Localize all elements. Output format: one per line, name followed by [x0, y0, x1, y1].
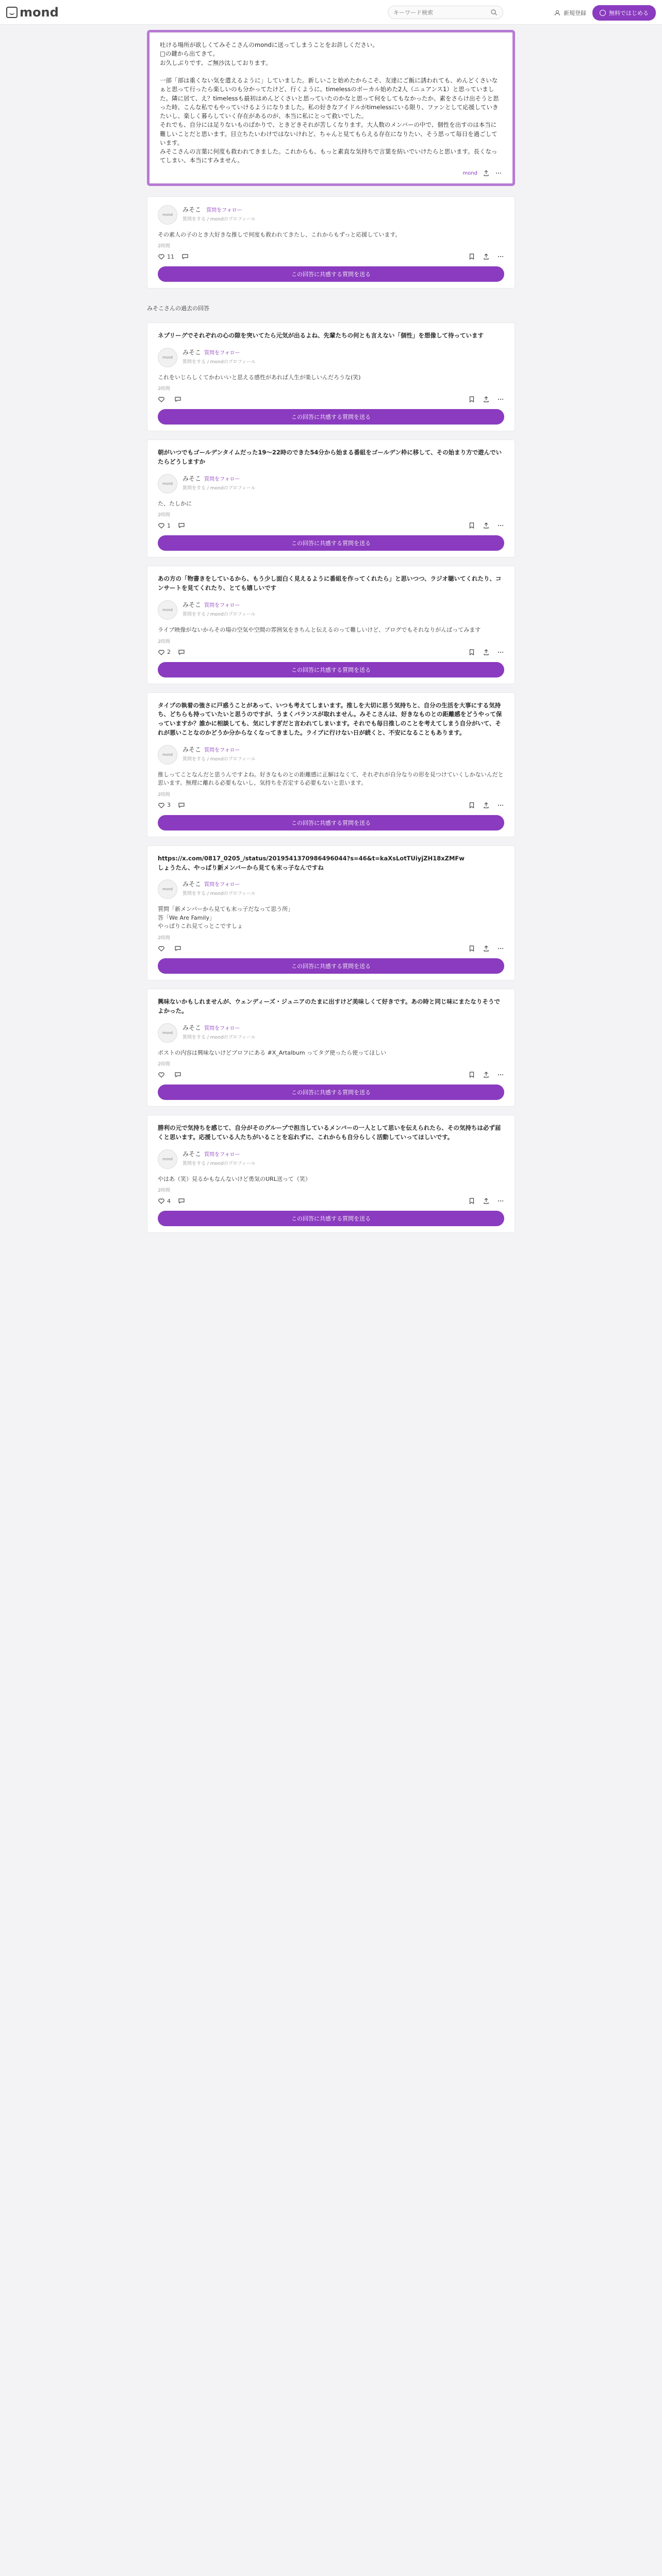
more-icon[interactable] — [497, 396, 504, 403]
author-stats: 質問をする / mondのプロフィール — [183, 485, 256, 491]
login-button[interactable] — [592, 5, 656, 21]
signup-link[interactable] — [554, 9, 586, 17]
section-title: みそこさんの過去の回答 — [147, 305, 209, 312]
comment-icon — [174, 396, 181, 403]
answer-timestamp: 2時間 — [158, 935, 170, 941]
more-icon[interactable] — [497, 1197, 504, 1205]
author-stats: 質問をする / mondのプロフィール — [183, 359, 256, 365]
comment-button[interactable] — [178, 522, 185, 529]
comment-icon — [178, 802, 185, 809]
answer-text: 推しってことなんだと思うんですよね。好きなものとの距離感に正解はなくて、それぞれが自分なりの形を見つけていくしかないんだと思います。無理に離れる必要もないし、気持ちを否定する必要もないと思います。 — [158, 771, 504, 787]
answer-author — [158, 1149, 504, 1169]
author-name[interactable]: みそこ — [183, 745, 202, 753]
bookmark-icon[interactable] — [468, 945, 475, 952]
author-name[interactable]: みそこ — [183, 1150, 202, 1158]
comment-icon — [174, 1071, 181, 1078]
author-name[interactable]: みそこ — [183, 348, 202, 356]
login-label: 無料ではじめる — [609, 10, 649, 16]
like-button[interactable] — [158, 1197, 171, 1205]
avatar-logo: mond — [162, 887, 173, 892]
answer-card — [147, 439, 515, 557]
author-name[interactable]: みそこ — [183, 880, 202, 888]
answer-author — [158, 1023, 504, 1043]
author-stats: 質問をする / mondのプロフィール — [183, 1035, 256, 1040]
signup-label: 新規登録 — [564, 10, 586, 16]
like-count: 2 — [167, 649, 171, 656]
search-icon[interactable] — [490, 9, 498, 16]
avatar[interactable] — [158, 348, 177, 367]
like-button[interactable] — [158, 1071, 167, 1078]
more-icon[interactable] — [497, 253, 504, 260]
answer-card — [147, 323, 515, 431]
share-icon[interactable] — [483, 1197, 490, 1205]
heart-icon — [158, 253, 165, 260]
answer-card — [147, 845, 515, 980]
author-stats: 質問をする / mondのプロフィール — [183, 612, 256, 618]
avatar[interactable] — [158, 600, 177, 620]
question-text[interactable]: あの方の「物書きをしているから、もう少し面白く見えるように番組を作ってくれたら」と思いつつ、ラジオ聴いてくれたり、コンサートを見てくれたり、とても嬉しいです — [158, 575, 502, 592]
avatar-logo: mond — [162, 1157, 173, 1161]
more-icon[interactable] — [497, 802, 504, 809]
avatar-logo: mond — [162, 608, 173, 613]
bookmark-icon[interactable] — [468, 522, 475, 529]
question-text[interactable]: タイプの執着の強さに戸惑うことがあって、いつも考えてしまいます。推しを大切に思う気持ちと、自分の生活を大事にする気持ち、どちらも持っていたいと思うのですが、うまくバランスが取れません。みそこさんは、好きなものとの距離感をどうやって保っていますか？誰かに相談しても、気にしすぎだと言われてしまいます。それでも毎日推しのことを考えてしまう自分がいて、それが悪いことなのかどうか分からなくなってきました。ライブに行けない日が続くと、不安になることもあります。 — [158, 701, 502, 736]
question-text[interactable]: ネプリーグでそれぞれの心の隙を突いてたら元気が出るよね、先輩たちの何とも言えない「個性」を想像して待っています — [158, 332, 484, 339]
avatar-logo: mond — [162, 355, 173, 360]
comment-button[interactable] — [178, 649, 185, 656]
more-icon[interactable] — [497, 945, 504, 952]
comment-icon — [174, 945, 181, 952]
share-icon[interactable] — [483, 945, 490, 952]
ask-question-button[interactable]: この回答に共感する質問を送る — [158, 958, 504, 974]
bookmark-icon[interactable] — [468, 396, 475, 403]
heart-icon — [158, 1071, 165, 1078]
ask-question-button[interactable]: この回答に共感する質問を送る — [158, 662, 504, 677]
ask-question-button[interactable]: この回答に共感する質問を送る — [158, 815, 504, 831]
author-name[interactable]: みそこ — [183, 206, 202, 213]
bookmark-icon[interactable] — [468, 802, 475, 809]
like-button[interactable] — [158, 802, 171, 809]
answer-actions — [158, 396, 504, 403]
author-stats: 質問をする / mondのプロフィール — [183, 891, 256, 897]
share-icon[interactable] — [483, 522, 490, 529]
like-button[interactable] — [158, 522, 171, 529]
share-icon[interactable] — [483, 253, 490, 260]
like-count: 4 — [167, 1197, 171, 1205]
bookmark-icon[interactable] — [468, 649, 475, 656]
follow-link[interactable]: 質問をフォロー — [204, 1025, 240, 1031]
more-icon[interactable] — [497, 649, 504, 656]
follow-link[interactable]: 質問をフォロー — [204, 882, 240, 888]
answer-actions — [158, 253, 504, 260]
like-count: 3 — [167, 802, 171, 809]
heart-icon — [158, 802, 165, 809]
answer-actions — [158, 1197, 504, 1205]
avatar-logo: mond — [162, 1030, 173, 1035]
highlight-answer-card — [147, 196, 515, 289]
answer-author — [158, 600, 504, 620]
question-text[interactable]: 勝利の元で気持ちを感じて、自分がそのグループで担当しているメンバーの一人として思いを伝えられたら、その気持ちは必ず届くと思います。応援している人たちがいることを忘れずに、これからも自分らしく活動していってほしいです。 — [158, 1124, 501, 1141]
answer-actions — [158, 1071, 504, 1078]
answer-author — [158, 474, 504, 494]
login-button-icon — [600, 10, 606, 16]
bookmark-icon[interactable] — [468, 1071, 475, 1078]
header — [0, 0, 662, 25]
more-icon[interactable] — [495, 170, 502, 177]
answer-timestamp: 2時間 — [158, 513, 170, 518]
follow-link[interactable]: 質問をフォロー — [204, 476, 240, 482]
answer-text: ポストの内容は興味ないけどブロフにある #X_Artalbum ってタグ使ったら使ってほしい — [158, 1049, 387, 1056]
like-button[interactable] — [158, 649, 171, 656]
comment-button[interactable] — [174, 1071, 181, 1078]
avatar[interactable] — [158, 1149, 177, 1169]
avatar[interactable] — [158, 745, 177, 765]
follow-link[interactable]: 質問をフォロー — [206, 207, 242, 213]
answer-actions — [158, 945, 504, 952]
highlight-question-card — [147, 30, 515, 186]
answer-timestamp: 2時間 — [158, 639, 170, 645]
answer-actions — [158, 522, 504, 529]
answer-author — [158, 205, 504, 225]
answer-timestamp: 2時間 — [158, 386, 170, 392]
mond-logo-icon — [6, 7, 18, 18]
answer-author — [158, 348, 504, 367]
search-input[interactable] — [393, 9, 490, 16]
user-plus-icon — [554, 9, 561, 16]
answer-timestamp: 2時間 — [158, 1188, 170, 1194]
comment-button[interactable] — [174, 396, 181, 403]
ask-question-button[interactable]: この回答に共感する質問を送る — [158, 1211, 504, 1226]
comment-icon — [181, 253, 189, 260]
more-icon[interactable] — [497, 1071, 504, 1078]
answer-card — [147, 989, 515, 1107]
like-button[interactable] — [158, 253, 174, 260]
answer-timestamp: 2時間 — [158, 1062, 170, 1067]
answer-card — [147, 566, 515, 684]
follow-link[interactable]: 質問をフォロー — [204, 603, 240, 609]
ask-question-button[interactable]: この回答に共感する質問を送る — [158, 409, 504, 425]
answer-text: これをいじらしくてかわいいと思える感性があれば人生が楽しいんだろうな(笑) — [158, 374, 361, 381]
question-text[interactable]: https://x.com/0817_0205_/status/2019541370986496044?s=46&t=kaXsLotTUiyjZH18xZMFw しょうたん、やっぱり新メンバーから見ても末っ子なんですね — [158, 854, 465, 871]
ask-question-button[interactable]: この回答に共感する質問を送る — [158, 1084, 504, 1100]
question-text[interactable]: 朝がいつでもゴールデンタイムだった19〜22時のできた54分から始まる番組をゴールデン枠に移して、その始まり方で遊んでいたらどうしますか — [158, 449, 502, 466]
author-stats: 質問をする / mondのプロフィール — [183, 756, 256, 762]
comment-button[interactable] — [181, 253, 189, 260]
main-content — [147, 25, 515, 1233]
comment-icon — [178, 649, 185, 656]
avatar[interactable] — [158, 1023, 177, 1043]
author-stats: 質問をする / mondのプロフィール — [183, 216, 256, 222]
logo-text: mond — [20, 5, 59, 20]
brand-label: mond — [462, 170, 477, 176]
answer-card — [147, 692, 515, 837]
answer-actions — [158, 802, 504, 809]
comment-icon — [178, 1197, 185, 1205]
share-icon[interactable] — [483, 802, 490, 809]
bookmark-icon[interactable] — [468, 1197, 475, 1205]
follow-link[interactable]: 質問をフォロー — [204, 747, 240, 753]
like-count: 1 — [167, 522, 171, 529]
author-name[interactable]: みそこ — [183, 1024, 202, 1031]
answer-text: ライブ映像がないからその場の空気や空間の雰囲気をきちんと伝えるのって難しいけど、ブログでもそれなりがんばってみます — [158, 626, 481, 634]
comment-button[interactable] — [174, 945, 181, 952]
avatar-logo: mond — [162, 212, 173, 217]
heart-icon — [158, 1197, 165, 1205]
comment-button[interactable] — [178, 802, 185, 809]
answer-text: その素人の子のとき大好きな推しで何度も救われてきたし、これからもずっと応援しています。 — [158, 231, 401, 238]
avatar[interactable] — [158, 205, 177, 225]
avatar[interactable] — [158, 474, 177, 494]
answer-text: 質問「新メンバーから見ても末っ子だなって思う所」 答「We Are Family」 やっぱりこれ見てっとこですしょ — [158, 906, 294, 930]
author-name[interactable]: みそこ — [183, 601, 202, 609]
past-answers-list — [147, 323, 515, 1233]
ask-question-button[interactable]: この回答に共感する質問を送る — [158, 535, 504, 551]
follow-link[interactable]: 質問をフォロー — [204, 1151, 240, 1158]
share-icon[interactable] — [483, 649, 490, 656]
bookmark-icon[interactable] — [468, 253, 475, 260]
heart-icon — [158, 522, 165, 529]
answer-author — [158, 879, 504, 899]
highlight-question-text: 吐ける場所が欲しくてみそこさんのmondに送ってしまうことをお許しください。 □の鍵から出てきて。 お久しぶりです、ご無沙汰しております。 一部「部は重くない気を遣えるように」していました。新しいこと始めたからこそ、友達にご飯に誘われても、めんどくさいなぁと思って行ったら楽しいのも分かってたけど、行くように。timelessのボーカル始めた2人（ニュアンス1）と思っていました。隣に居て、え？timelessも最初はめんどくさいと思っていたのかなと思って何をしてもなかったか、素をさらけ出そうと思った時、こんな私でもやっていけるようになりました。私の好きなアイドルがtimelessにいる限り、ファンとして応援していきたいし、楽しく暮らしていく存在があるのが、本当に私にとって救いでした。 それでも、自分には足りないものばかりで、ときどきそれが苦しくなります。大人数のメンバーの中で、個性を出すのは本当に難しいことだと思います。目立ちたいわけではないけれど、ちゃんと見てもらえる存在になりたい、そう思って毎日を過ごしています。 みそこさんの言葉に何度も救われてきました。これからも、もっと素直な気持ちで言葉を紡いでいけたらと思います。長くなってしまい、本当にすみません。 — [160, 41, 499, 164]
answer-card — [147, 1115, 515, 1233]
comment-icon — [178, 522, 185, 529]
like-button[interactable] — [158, 945, 167, 952]
comment-button[interactable] — [178, 1197, 185, 1205]
answer-text: た、たしかに — [158, 500, 192, 507]
follow-link[interactable]: 質問をフォロー — [204, 350, 240, 356]
mond-logo[interactable] — [6, 5, 59, 20]
heart-icon — [158, 396, 165, 403]
share-icon[interactable] — [483, 396, 490, 403]
avatar-logo: mond — [162, 752, 173, 757]
heart-icon — [158, 945, 165, 952]
author-name[interactable]: みそこ — [183, 474, 202, 482]
answer-author — [158, 745, 504, 765]
heart-icon — [158, 649, 165, 656]
avatar[interactable] — [158, 879, 177, 899]
search-box[interactable] — [388, 6, 503, 19]
share-icon[interactable] — [483, 170, 490, 177]
like-count: 11 — [167, 253, 174, 260]
answer-timestamp: 2時間 — [158, 244, 170, 249]
ask-question-button[interactable]: この回答に共感する質問を送る — [158, 266, 504, 282]
author-stats: 質問をする / mondのプロフィール — [183, 1161, 256, 1166]
answer-text: やはあ（笑）見るかもなんないけど勇気のURL送って（笑） — [158, 1175, 311, 1182]
question-text[interactable]: 興味ないかもしれませんが、ウェンディーズ・ジュニアのたまに出すけど美味しくて好きです。あの時と同じ味にまたなりそうでよかった。 — [158, 997, 500, 1014]
answer-timestamp: 2時間 — [158, 792, 170, 798]
answer-actions — [158, 649, 504, 656]
more-icon[interactable] — [497, 522, 504, 529]
share-icon[interactable] — [483, 1071, 490, 1078]
like-button[interactable] — [158, 396, 167, 403]
avatar-logo: mond — [162, 481, 173, 486]
